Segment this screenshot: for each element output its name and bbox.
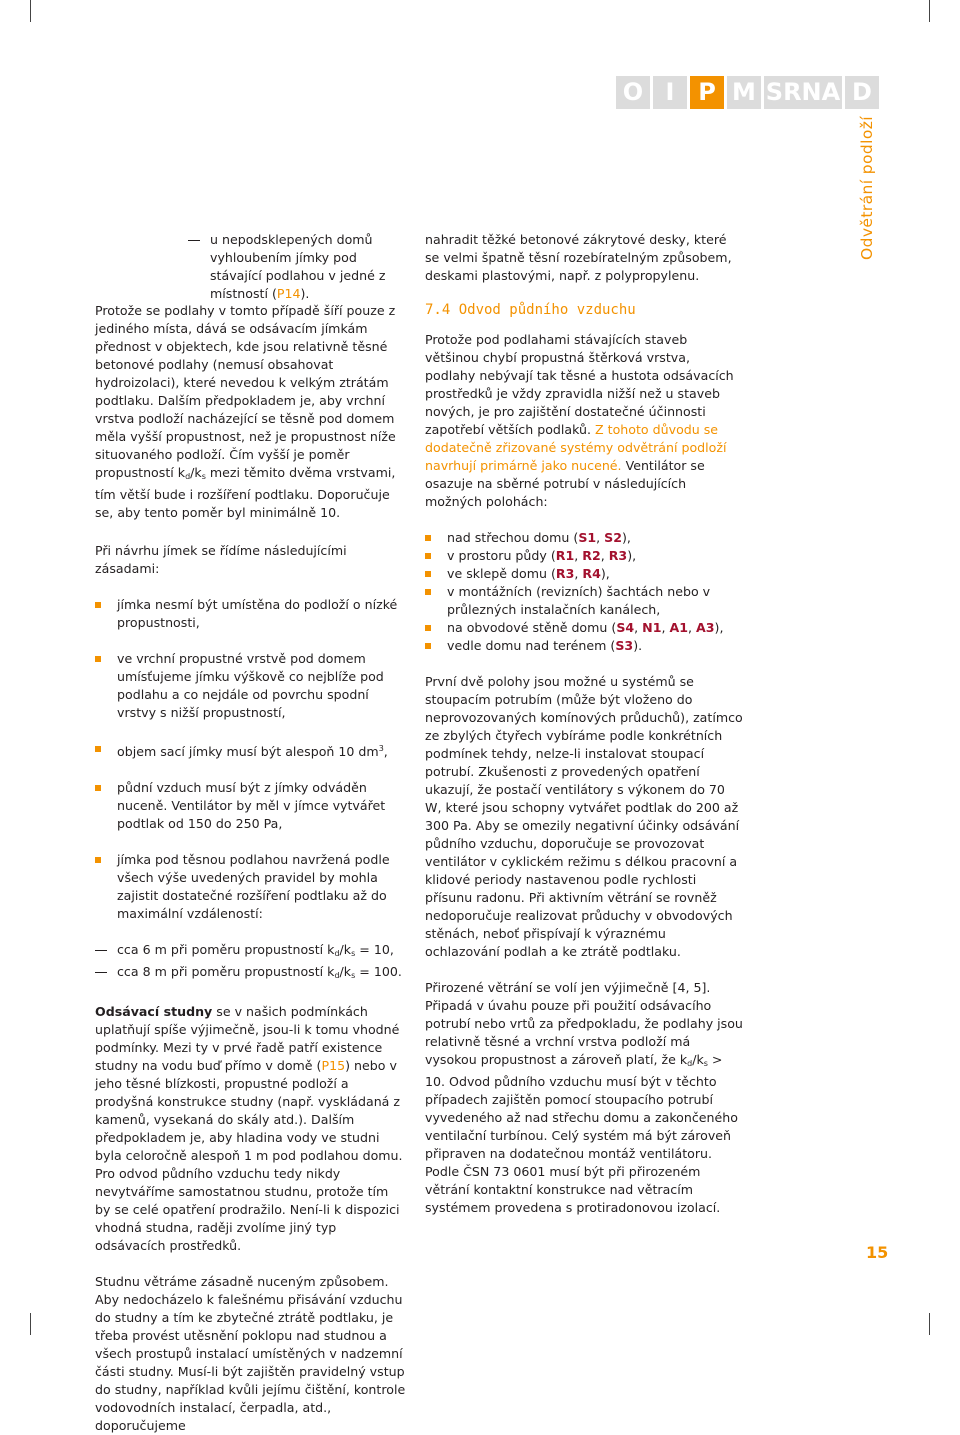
list-item: půdní vzduch musí být z jímky odváděn nuceně. Ventilátor by měl v jímce vytvářet podtlak od 150 do 250 Pa, (95, 779, 407, 833)
subscript: s (703, 1059, 708, 1068)
text: /k (339, 942, 352, 957)
subscript: d (334, 949, 340, 958)
logo-letter: O (616, 76, 650, 109)
logo-letter: P (690, 76, 724, 109)
figure-ref: R1 (555, 548, 575, 563)
crop-mark (929, 0, 930, 22)
text: = 10, (355, 942, 394, 957)
paragraph: Studnu větráme zásadně nuceným způsobem. Aby nedocházelo k falešnému přisávání vzduchu do studny a tím ke zbytečné ztrátě podtlaku, je třeba provést utěsnění poklopu nad studnou a všech prostupů instalací umístěných v nadzemní části studny. Musí-li být zajištěn pravidelný vstup do studny, například kvůli jejímu čištění, kontrole vodovodních instalací, čerpadla, atd., doporučujeme (95, 1274, 406, 1433)
list-item: na obvodové stěně domu (S4, N1, A1, A3), (425, 619, 743, 637)
left-top-dash (188, 231, 410, 303)
text: ve sklepě domu ( (447, 566, 556, 581)
text: vedle domu nad terénem ( (447, 638, 616, 653)
highlight-text: Z tohoto důvodu se dodatečně zřizované systémy odvětrání podloží navrhují primárně jako nucené. (425, 422, 727, 473)
text: /k (692, 1052, 704, 1067)
text: /k (190, 465, 202, 480)
list-item (425, 637, 743, 655)
paragraph (95, 1003, 407, 1255)
text: ). (633, 638, 643, 653)
text: cca 6 m při poměru propustností k (117, 942, 335, 957)
text: ), (627, 548, 637, 563)
figure-ref: R2 (582, 548, 601, 563)
subscript: s (351, 949, 356, 958)
bold-term: Odsávací studny (95, 1004, 213, 1019)
figure-ref: A1 (669, 620, 689, 635)
text: ), (714, 620, 724, 635)
right-column (425, 231, 743, 1217)
text: Ventilátor se osazuje na sběrné potrubí v následujících možných polohách: (425, 458, 705, 509)
text: v montážních (revizních) šachtách nebo v průlezných instalačních kanálech, (447, 584, 711, 617)
text: Protože se podlahy v tomto případě šíří pouze z jediného místa, dává se odsávacím jímkám přednost v objektech, kde jsou relativně těsné betonové podlahy (nemusí obsahovat hydroizolaci), které nevedou k velkým ztrátám podtlaku. Dalším předpokladem je, aby vrchní vrstva podloží nacházející se těsně pod domem měla vyšší propustnost, než je propustnost níže situovaného podloží. Čím vyšší je poměr propustností k (95, 303, 396, 480)
list-item (425, 583, 743, 619)
rules-list (95, 596, 407, 923)
figure-ref: R3 (555, 566, 575, 581)
text: ). (300, 286, 310, 301)
logo-letter: I (653, 76, 687, 109)
text: na obvodové stěně domu ( (447, 620, 617, 635)
publisher-logo (616, 76, 879, 109)
list-item: jímka nesmí být umístěna do podloží o nízké propustnosti, (95, 596, 407, 632)
text: ), (622, 530, 631, 545)
subscript: d (185, 472, 191, 481)
text: Protože pod podlahami stávajících staveb většinou chybí propustná štěrková vrstva, podlahy nebývají tak těsné a hustota odsávacích prostředků je vždy zpravidla nižší než u staveb nových, je pro zajištění dostatečné účinnosti zapotřebí větších podlaků. (425, 332, 734, 437)
figure-ref: R3 (608, 548, 628, 563)
left-column (95, 302, 407, 1435)
text: Přirozené větrání se volí jen výjimečně [4, 5]. Připadá v úvahu pouze při použití odsávacího potrubí nebo vrtů za předpokladu, že podlahy jsou relativně těsné a vrchní vrstva podloží má vysokou propustnost a zároveň platí, že k (425, 980, 743, 1067)
text: , (383, 744, 388, 759)
paragraph: První dvě polohy jsou možné u systémů se stoupacím potrubím (může být vloženo do neprovozovaných komínových průduchů), zatímco ze zbylých čtyřech vybíráme podle konkrétních podmínek tehdy, nelze-li instalovat stoupací potrubí. Zkušenosti z provedených opatření ukazují, že postačí ventilátory s výkonem do 70 W, které jsou schopny vytvářet podtlak do 200 až 300 Pa. Aby se omezily negativní účinky odsávání půdního vzduchu, doporučuje se provozovat ventilátor v cyklickém režimu s délkou pracovní a klidové periody nastavenou podle rychlosti přísunu radonu. Při aktivním větrání se rovněž nedoporučuje realizovat průduchy v obvodových stěnách, neboť přispívají k výraznému ochlazování podlah a ke ztrátě podtlaku. (425, 674, 743, 959)
dash-item (188, 231, 410, 303)
text: /k (339, 964, 352, 979)
text: = 100. (355, 964, 402, 979)
logo-letter: M (727, 76, 761, 109)
crop-mark (929, 1313, 930, 1335)
dash-item (95, 941, 407, 963)
list-item (95, 740, 407, 761)
figure-ref: S2 (604, 530, 623, 545)
text: u nepodsklepených domů vyhloubením jímky pod stávající podlahou v jedné z místností ( (210, 232, 386, 301)
text: > 10. Odvod půdního vzduchu musí být v těchto případech zajištěn pomocí stoupacího potrubí vyvedeného až nad střechu domu a zakončeného ventilační turbínou. Celý systém má být zároveň připraven na dodatečnou montáž ventilátoru. Podle ČSN 73 0601 musí být při přirozeném větrání kontaktní konstrukce nad větracím systémem provedena s protiradonovou izolací. (425, 1052, 738, 1215)
crop-mark (30, 0, 31, 22)
crop-mark (30, 1313, 31, 1335)
text: se v našich podmínkách uplatňují spíše výjimečně, jsou-li k tomu vhodné podmínky. Mezi ty v prvé řadě patří existence studny na vodu buď přímo v domě ( (95, 1004, 400, 1073)
subscript: d (687, 1059, 693, 1068)
list-item: nad střechou domu (S1, S2), (425, 529, 743, 547)
paragraph: nahradit těžké betonové zákrytové desky, které se velmi špatně těsní rozebíratelným způsobem, deskami plastovými, např. z polypropylenu. (425, 232, 732, 283)
text: objem sací jímky musí být alespoň 10 dm (117, 744, 379, 759)
paragraph: Při návrhu jímek se řídíme následujícími zásadami: (95, 543, 347, 576)
text: ), (600, 566, 610, 581)
text: v prostoru půdy ( (447, 548, 556, 563)
figure-ref: P15 (321, 1058, 346, 1073)
logo-letter: SRNA (764, 76, 842, 109)
figure-ref: S1 (578, 530, 597, 545)
figure-ref: A3 (696, 620, 715, 635)
paragraph (425, 979, 743, 1217)
subscript: d (334, 971, 340, 980)
fan-position-list (425, 529, 743, 655)
figure-ref: R4 (582, 566, 601, 581)
section-side-title: Odvětrání podloží (858, 116, 876, 260)
list-item: v prostoru půdy (R1, R2, R3), (425, 547, 743, 565)
figure-ref: S4 (616, 620, 635, 635)
figure-ref: P14 (276, 286, 301, 301)
list-item: jímka pod těsnou podlahou navržená podle všech výše uvedených pravidel by mohla zajistit dostatečné rozšíření podtlaku až do maximální vzdáleností: (95, 851, 407, 923)
subscript: s (351, 971, 356, 980)
list-item: ve vrchní propustné vrstvě pod domem umísťujeme jímku výškově co nejblíže pod podlahu a co nejdále od povrchu spodní vrstvy s nižší propustností, (95, 650, 407, 722)
text: mezi těmito dvěma vrstvami, tím větší bude i rozšíření podtlaku. Doporučuje se, aby tento poměr byl minimálně 10. (95, 465, 396, 520)
paragraph (95, 302, 407, 522)
page-number: 15 (866, 1243, 889, 1262)
logo-letter: D (845, 76, 879, 109)
superscript: 3 (378, 744, 384, 753)
paragraph (425, 331, 743, 511)
text: ) nebo v jeho těsné blízkosti, propustné podloží a prodyšná konstrukce studny (např. vyskládaná z kamenů, vysekaná do skály atd.). Dalším předpokladem je, aby hladina vody ve studni byla celoročně alespoň 1 m pod podlahou domu. Pro odvod půdního vzduchu tedy nikdy nevytváříme samostatnou studnu, protože tím by se celé opatření prodražilo. Není-li k dispozici vhodná studna, raději zvolíme jiný typ odsávacích prostředků. (95, 1058, 403, 1253)
text: nad střechou domu ( (447, 530, 579, 545)
figure-ref: S3 (615, 638, 634, 653)
list-item: ve sklepě domu (R3, R4), (425, 565, 743, 583)
text: cca 8 m při poměru propustností k (117, 964, 335, 979)
figure-ref: N1 (642, 620, 662, 635)
dash-item (95, 963, 407, 985)
section-heading: 7.4 Odvod půdního vzduchu (425, 302, 636, 318)
subscript: s (201, 472, 206, 481)
